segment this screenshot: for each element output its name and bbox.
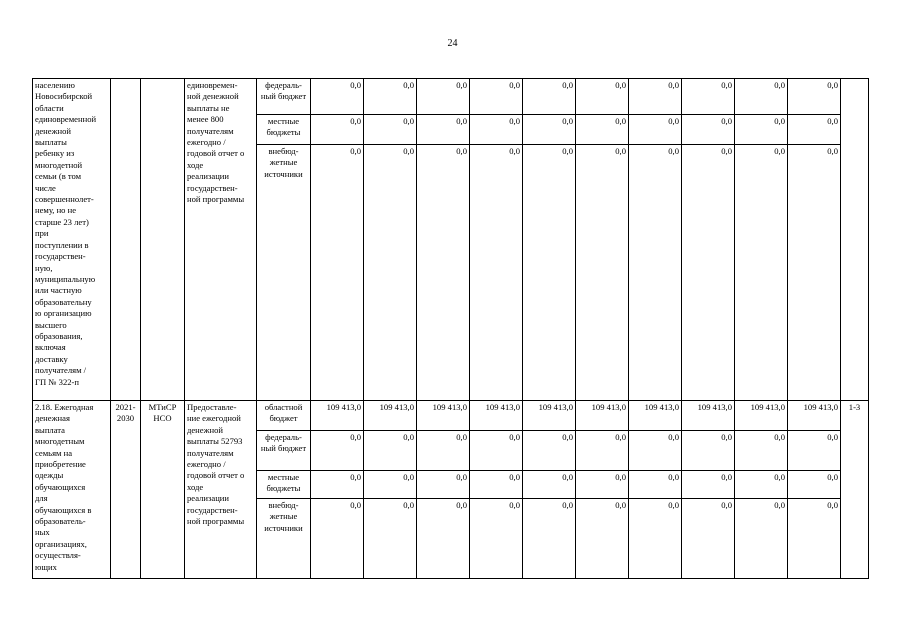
- measure-name-line: поступлении в: [35, 239, 89, 250]
- description-line: ной программы: [187, 516, 245, 527]
- measure-name-line: ю организацию: [35, 308, 92, 319]
- description-line: выплаты 52793: [187, 436, 243, 447]
- description-line: ежегодно /: [187, 137, 226, 148]
- funding-value-cell: 0,0: [735, 431, 788, 471]
- funding-value-cell: 109 413,0: [735, 401, 788, 431]
- measure-name-line: числе: [35, 182, 56, 193]
- measure-name-line: семьи (в том: [35, 171, 82, 182]
- funding-value-cell: 109 413,0: [576, 401, 629, 431]
- measure-name-line: образования,: [35, 330, 83, 341]
- funding-value-cell: 0,0: [735, 499, 788, 579]
- description-line: ходе: [187, 481, 204, 492]
- measure-name-line: для: [35, 493, 48, 504]
- measure-name-line: ребенку из: [35, 148, 75, 159]
- measure-name-line: ную,: [35, 262, 53, 273]
- funding-value-cell: 0,0: [576, 79, 629, 115]
- funding-value-cell: 0,0: [629, 431, 682, 471]
- measure-name-line: денежной: [35, 125, 72, 136]
- description-line: реализации: [187, 493, 229, 504]
- measure-name-line: многодетной: [35, 159, 83, 170]
- table-row: [33, 401, 869, 431]
- measure-name-line: организациях,: [35, 538, 87, 549]
- indicator-ref-cell: [841, 79, 869, 401]
- measure-name-line: обучающихся: [35, 481, 86, 492]
- funding-source-cell: федераль-ный бюджет: [257, 431, 311, 471]
- description-line: ходе: [187, 159, 204, 170]
- measure-name-line: старше 23 лет): [35, 216, 89, 227]
- funding-value-cell: 0,0: [788, 499, 841, 579]
- program-table: [32, 78, 869, 579]
- funding-value-cell: 0,0: [470, 471, 523, 499]
- measure-name-line: включая: [35, 342, 66, 353]
- measure-name-line: или частную: [35, 285, 82, 296]
- funding-value-cell: 0,0: [417, 115, 470, 145]
- measure-name-line: семьям на: [35, 447, 73, 458]
- measure-name-line: нему, но не: [35, 205, 77, 216]
- measure-name-cell: [33, 79, 111, 401]
- funding-value-cell: 0,0: [682, 431, 735, 471]
- funding-value-cell: 0,0: [364, 499, 417, 579]
- funding-value-cell: 0,0: [523, 79, 576, 115]
- funding-value-cell: 0,0: [629, 499, 682, 579]
- measure-name-line: выплаты: [35, 137, 67, 148]
- funding-value-cell: 0,0: [682, 499, 735, 579]
- executor-cell: [141, 79, 185, 401]
- funding-value-cell: 0,0: [788, 431, 841, 471]
- measure-name-line: ющих: [35, 561, 57, 572]
- measure-name-line: осуществля-: [35, 550, 81, 561]
- funding-value-cell: 0,0: [788, 79, 841, 115]
- measure-name-line: образователь-: [35, 516, 86, 527]
- result-description-cell: [185, 79, 257, 401]
- measure-name-line: выплата: [35, 424, 65, 435]
- funding-value-cell: 0,0: [311, 431, 364, 471]
- funding-value-cell: 0,0: [788, 471, 841, 499]
- funding-value-cell: 0,0: [311, 145, 364, 401]
- funding-value-cell: 0,0: [523, 431, 576, 471]
- measure-name-line: государствен-: [35, 251, 86, 262]
- description-line: государствен-: [187, 182, 238, 193]
- funding-value-cell: 0,0: [417, 499, 470, 579]
- funding-value-cell: 0,0: [682, 145, 735, 401]
- funding-value-cell: 109 413,0: [364, 401, 417, 431]
- measure-name-line: единовременной: [35, 114, 97, 125]
- funding-value-cell: 0,0: [470, 145, 523, 401]
- funding-value-cell: 0,0: [576, 115, 629, 145]
- funding-value-cell: 0,0: [417, 145, 470, 401]
- funding-value-cell: 0,0: [576, 471, 629, 499]
- period-cell: 2021-2030: [111, 401, 141, 579]
- description-line: единовремен-: [187, 80, 238, 90]
- measure-name-line: области: [35, 102, 64, 113]
- funding-value-cell: 0,0: [311, 79, 364, 115]
- measure-name-line: обучающихся в: [35, 504, 92, 515]
- funding-value-cell: 109 413,0: [417, 401, 470, 431]
- description-line: государствен-: [187, 504, 238, 515]
- measure-name-line: многодетным: [35, 436, 85, 447]
- executor-cell: МТиСР НСО: [141, 401, 185, 579]
- funding-value-cell: 0,0: [364, 145, 417, 401]
- measure-name-line: 2.18. Ежегодная: [35, 402, 94, 412]
- funding-source-cell: местные бюджеты: [257, 471, 311, 499]
- measure-name-line: при: [35, 228, 49, 239]
- funding-value-cell: 0,0: [788, 145, 841, 401]
- funding-value-cell: 0,0: [470, 499, 523, 579]
- funding-value-cell: 0,0: [470, 115, 523, 145]
- funding-value-cell: 0,0: [417, 431, 470, 471]
- funding-value-cell: 109 413,0: [788, 401, 841, 431]
- measure-name-line: доставку: [35, 353, 68, 364]
- measure-name-line: получателям /: [35, 365, 87, 376]
- funding-value-cell: 109 413,0: [523, 401, 576, 431]
- funding-value-cell: 0,0: [470, 79, 523, 115]
- funding-value-cell: 0,0: [576, 499, 629, 579]
- description-line: годовой отчет о: [187, 470, 245, 481]
- funding-value-cell: 0,0: [629, 145, 682, 401]
- description-line: получателям: [187, 447, 234, 458]
- funding-value-cell: 0,0: [417, 471, 470, 499]
- funding-value-cell: 0,0: [364, 115, 417, 145]
- table-row: [33, 79, 869, 115]
- measure-name-line: образовательну: [35, 296, 92, 307]
- funding-value-cell: 109 413,0: [470, 401, 523, 431]
- page-number: 24: [447, 38, 458, 49]
- funding-source-cell: местные бюджеты: [257, 115, 311, 145]
- funding-value-cell: 0,0: [523, 499, 576, 579]
- funding-value-cell: 0,0: [523, 115, 576, 145]
- funding-value-cell: 0,0: [735, 79, 788, 115]
- funding-value-cell: 0,0: [364, 79, 417, 115]
- description-line: получателям: [187, 125, 234, 136]
- funding-value-cell: 0,0: [682, 79, 735, 115]
- measure-name-line: совершеннолет-: [35, 194, 94, 205]
- description-line: реализации: [187, 171, 229, 182]
- funding-source-cell: федераль-ный бюджет: [257, 79, 311, 115]
- funding-value-cell: 0,0: [735, 471, 788, 499]
- funding-source-cell: внебюд-жетные источники: [257, 145, 311, 401]
- measure-name-line: ных: [35, 527, 50, 538]
- description-line: ной программы: [187, 194, 245, 205]
- funding-value-cell: 0,0: [629, 79, 682, 115]
- funding-value-cell: 0,0: [417, 79, 470, 115]
- description-line: выплаты не: [187, 102, 230, 113]
- description-line: ние ежегодной: [187, 413, 241, 424]
- funding-value-cell: 0,0: [576, 431, 629, 471]
- funding-value-cell: 0,0: [470, 431, 523, 471]
- table-body: [33, 79, 869, 579]
- description-line: ежегодно /: [187, 459, 226, 470]
- funding-value-cell: 0,0: [682, 115, 735, 145]
- funding-value-cell: 0,0: [523, 471, 576, 499]
- description-line: менее 800: [187, 114, 224, 125]
- indicator-ref-cell: 1-3: [841, 401, 869, 579]
- measure-name-line: приобретение: [35, 459, 86, 470]
- measure-name-cell: [33, 401, 111, 579]
- description-line: Предоставле-: [187, 402, 237, 412]
- funding-value-cell: 0,0: [735, 115, 788, 145]
- result-description-cell: [185, 401, 257, 579]
- measure-name-line: высшего: [35, 319, 67, 330]
- funding-value-cell: 109 413,0: [629, 401, 682, 431]
- funding-source-cell: внебюд-жетные источники: [257, 499, 311, 579]
- funding-value-cell: 0,0: [788, 115, 841, 145]
- measure-name-line: ГП № 322-п: [35, 376, 80, 387]
- funding-value-cell: 0,0: [364, 471, 417, 499]
- funding-value-cell: 0,0: [576, 145, 629, 401]
- funding-value-cell: 109 413,0: [311, 401, 364, 431]
- period-cell: [111, 79, 141, 401]
- funding-value-cell: 0,0: [311, 471, 364, 499]
- funding-value-cell: 0,0: [682, 471, 735, 499]
- funding-value-cell: 109 413,0: [682, 401, 735, 431]
- funding-value-cell: 0,0: [311, 115, 364, 145]
- funding-value-cell: 0,0: [629, 471, 682, 499]
- funding-value-cell: 0,0: [364, 431, 417, 471]
- measure-name-line: денежная: [35, 413, 70, 424]
- measure-name-line: муниципальную: [35, 273, 96, 284]
- measure-name-line: населению: [35, 80, 75, 90]
- description-line: ной денежной: [187, 91, 239, 102]
- description-line: годовой отчет о: [187, 148, 245, 159]
- funding-value-cell: 0,0: [311, 499, 364, 579]
- measure-name-line: Новосибирской: [35, 91, 93, 102]
- funding-value-cell: 0,0: [735, 145, 788, 401]
- funding-value-cell: 0,0: [523, 145, 576, 401]
- funding-value-cell: 0,0: [629, 115, 682, 145]
- description-line: денежной: [187, 424, 224, 435]
- measure-name-line: одежды: [35, 470, 64, 481]
- funding-source-cell: областной бюджет: [257, 401, 311, 431]
